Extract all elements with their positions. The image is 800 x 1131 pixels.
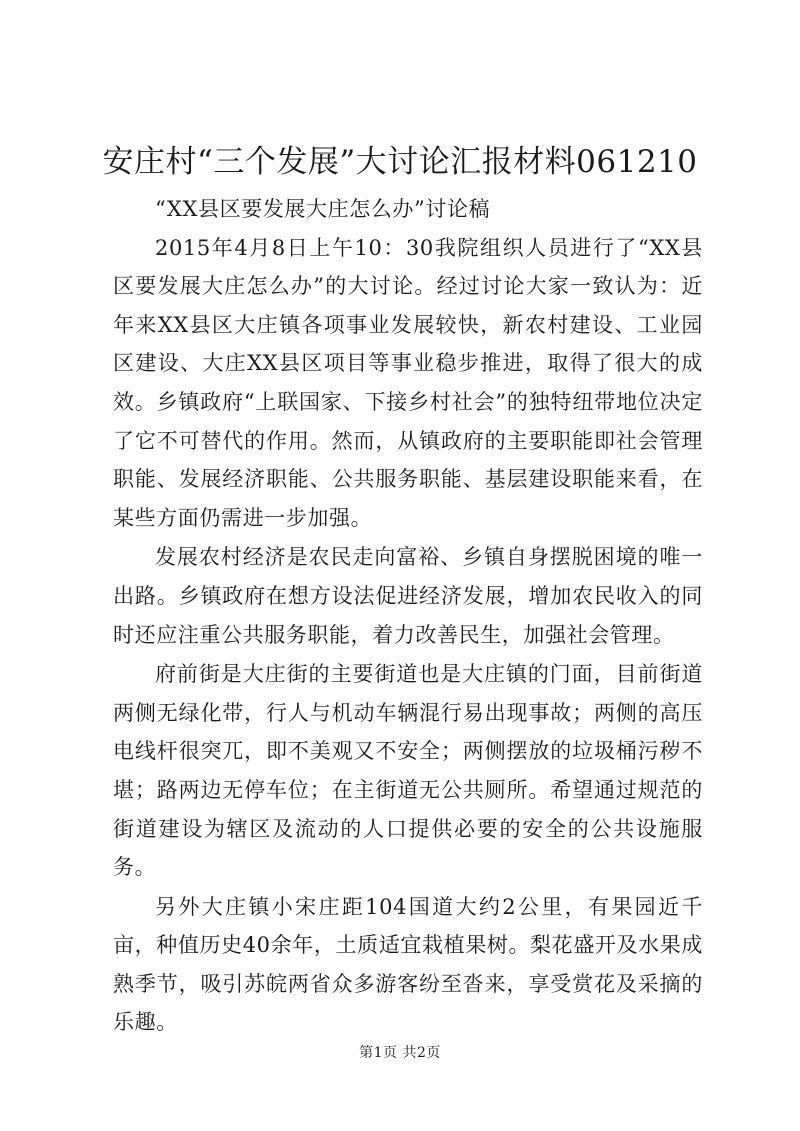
paragraph-2: 发展农村经济是农民走向富裕、乡镇自身摆脱困境的唯一出路。乡镇政府在想方设法促进经济发展，增加农民收入的同时还应注重公共服务职能，着力改善民生，加强社会管理。 (113, 545, 703, 647)
paragraph-1: 2015年4月8日上午10：30我院组织人员进行了“XX县区要发展大庄怎么办”的大讨论。经过讨论大家一致认为：近年来XX县区大庄镇各项事业发展较快，新农村建设、工业园区建设、大庄XX县区项目等事业稳步推进，取得了很大的成效。乡镇政府“上联国家、下接乡村社会”的独特纽带地位决定了它不可替代的作用。然而，从镇政府的主要职能即社会管理职能、发展经济职能、公共服务职能、基层建设职能来看，在某些方面仍需进一步加强。 (113, 235, 703, 530)
document-body (113, 190, 703, 1043)
paragraph-3: 府前街是大庄街的主要街道也是大庄镇的门面，目前街道两侧无绿化带，行人与机动车辆混行易出现事故；两侧的高压电线杆很突兀，即不美观又不安全；两侧摆放的垃圾桶污秽不堪；路两边无停车位；在主街道无公共厕所。希望通过规范的街道建设为辖区及流动的人口提供必要的安全的公共设施服务。 (113, 662, 703, 880)
document-title: 安庄村“三个发展”大讨论汇报材料061210 (102, 144, 698, 180)
paragraph-4: 另外大庄镇小宋庄距104国道大约2公里，有果园近千亩，种值历史40余年，土质适宜栽植果树。梨花盛开及水果成熟季节，吸引苏皖两省众多游客纷至沓来，享受赏花及采摘的乐趣。 (113, 894, 703, 1035)
page-number-footer: 第1页 共2页 (359, 1045, 441, 1061)
document-subtitle: “XX县区要发展大庄怎么办”讨论稿 (155, 197, 491, 221)
